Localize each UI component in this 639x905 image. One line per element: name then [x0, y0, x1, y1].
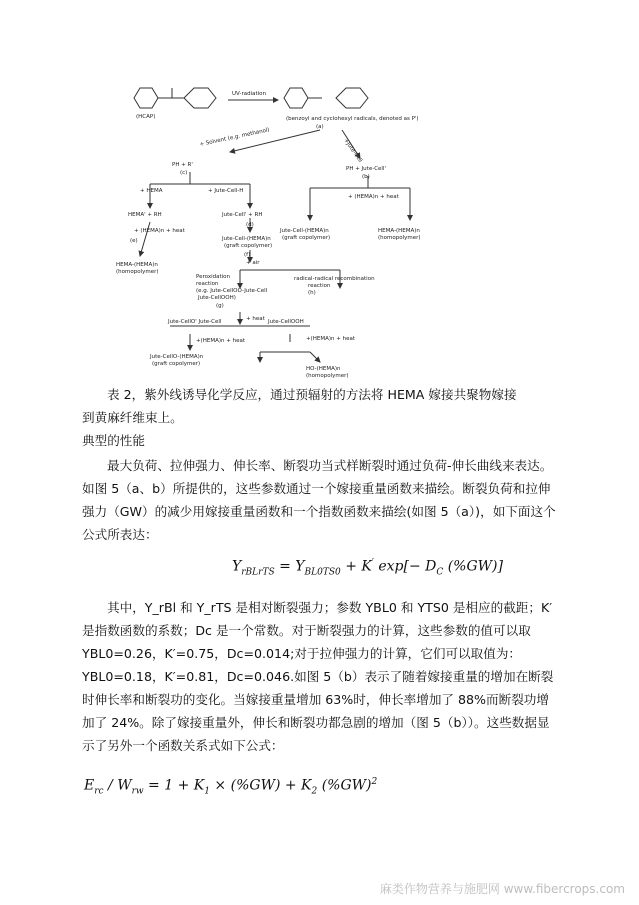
- label-jute-cell-hema: Jute-Cell-(HEMA)n: [222, 236, 271, 242]
- label-graft2: (graft copolymer): [282, 235, 331, 241]
- label-hema-heat2: +(HEMA)n + heat: [196, 338, 246, 344]
- label-homo2: (homopolymer): [378, 235, 421, 241]
- label-perox-eg2: Jute-CellOOH): [198, 295, 236, 301]
- label-radicals: (benzoyl and cyclohexyl radicals, denoted as P'): [286, 116, 419, 122]
- section-heading: 典型的性能: [82, 433, 145, 448]
- label-ho-hema: HO-(HEMA)n: [306, 366, 341, 372]
- label-f: (f): [244, 252, 251, 258]
- label-hema-homo: HEMA-(HEMA)n: [378, 228, 420, 234]
- reaction-scheme-figure: [110, 80, 430, 380]
- label-jute-cell-hema2: Jute-Cell-(HEMA)n: [280, 228, 329, 234]
- label-heat: + heat: [246, 316, 265, 322]
- label-hema-heat3: +(HEMA)n + heat: [306, 336, 356, 342]
- label-jco-hema: Jute-CellO-(HEMA)n: [150, 354, 204, 360]
- label-jcoo: Jute-CellO' Jute-Cell: [168, 319, 222, 325]
- equation-2: $E_{rc} / W_{rw} = 1 + K_1 \times (\%GW) + K_2$ $(\%GW)^2$: [84, 777, 378, 797]
- label-perox-eg: (e.g. Jute-CellOO-Jute-Cell: [196, 288, 268, 294]
- label-reaction: reaction: [196, 281, 219, 287]
- label-recomb: radical-radical recombination: [294, 276, 375, 282]
- label-hema-rh: HEMA' + RH: [128, 212, 162, 218]
- figure-caption-line2: 到黄麻纤维束上。: [82, 410, 183, 425]
- label-air: + air: [246, 260, 260, 266]
- label-graft: (graft copolymer): [224, 243, 273, 249]
- equation-1: $Y_{rBLrTS} = Y_{BL0TS0} + K'$ $\exp[- D_C$ (%GW)]: [232, 558, 503, 578]
- label-jute-cell-h: + Jute-Cell-H: [208, 188, 244, 194]
- label-hema-hema: HEMA-(HEMA)n: [116, 262, 158, 268]
- label-recomb2: reaction: [308, 283, 331, 289]
- label-a: (a): [316, 124, 324, 130]
- label-perox: Peroxidation: [196, 274, 231, 280]
- label-graft3: (graft copolymer): [152, 361, 201, 367]
- label-homo3: (homopolymer): [306, 373, 349, 379]
- label-solvent: + Solvent (e.g. methanol): [199, 127, 271, 148]
- label-h: (h): [308, 290, 316, 296]
- label-hcap: (HCAP): [136, 114, 156, 120]
- label-d: (d): [246, 222, 254, 228]
- label-e: (e): [130, 238, 138, 244]
- label-jute-cell-rh: Jute-Cell' + RH: [222, 212, 263, 218]
- label-ph-jute: PH + Jute-Cell': [346, 166, 386, 172]
- label-uv: UV-radiation: [232, 91, 267, 97]
- label-b: (b): [362, 174, 370, 180]
- label-c: (c): [180, 170, 188, 176]
- label-jcooh: Jute-CellOOH: [268, 319, 304, 325]
- figure-caption-line1: 表 2，紫外线诱导化学反应，通过预辐射的方法将 HEMA 嫁接共聚物嫁接: [107, 387, 517, 402]
- paragraph-2: 其中，Y_rBl 和 Y_rTS 是相对断裂强力；参数 YBL0 和 YTS0 是相应的截距；K′是指数函数的系数；Dc 是一个常数。对于断裂强力的计算，这些参数的值可以取 YBL0=0.26，K′=0.75，Dc=0.014;对于拉伸强力的计算，它们可以取值为：YBL0=0.18，K′=0.81，Dc=0.046.如图 5（b）表示了随着嫁接重量的增加在断裂时伸长率和断裂功的变化。当嫁接重量增加 63%时，伸长率增加了 88%而断裂功增加了 24%。除了嫁接重量外，伸长和断裂功都急剧的增加（图 5（b））。这些数据显示了另外一个函数关系式如下公式：: [82, 600, 554, 753]
- label-homo: (homopolymer): [116, 269, 159, 275]
- label-jute-cell: +Jute-Cell: [342, 137, 364, 164]
- label-hema-heat-b: + (HEMA)n + heat: [348, 194, 399, 200]
- paragraph-1: 最大负荷、拉伸强力、伸长率、断裂功当式样断裂时通过负荷-伸长曲线来表达。如图 5（a、b）所提供的，这些参数通过一个嫁接重量函数来描绘。断裂负荷和拉伸强力（GW）的减少用嫁接重量函数和一个指数函数来描绘(如图 5（a）)，如下面这个公式所表达：: [82, 458, 556, 542]
- label-ph-r: PH + R': [172, 162, 193, 168]
- watermark: 麻类作物营养与施肥网 www.fibercrops.com: [379, 882, 625, 896]
- label-hema-n-heat: + (HEMA)n + heat: [134, 228, 185, 234]
- label-hema: + HEMA: [140, 188, 163, 194]
- label-g: (g): [216, 303, 224, 309]
